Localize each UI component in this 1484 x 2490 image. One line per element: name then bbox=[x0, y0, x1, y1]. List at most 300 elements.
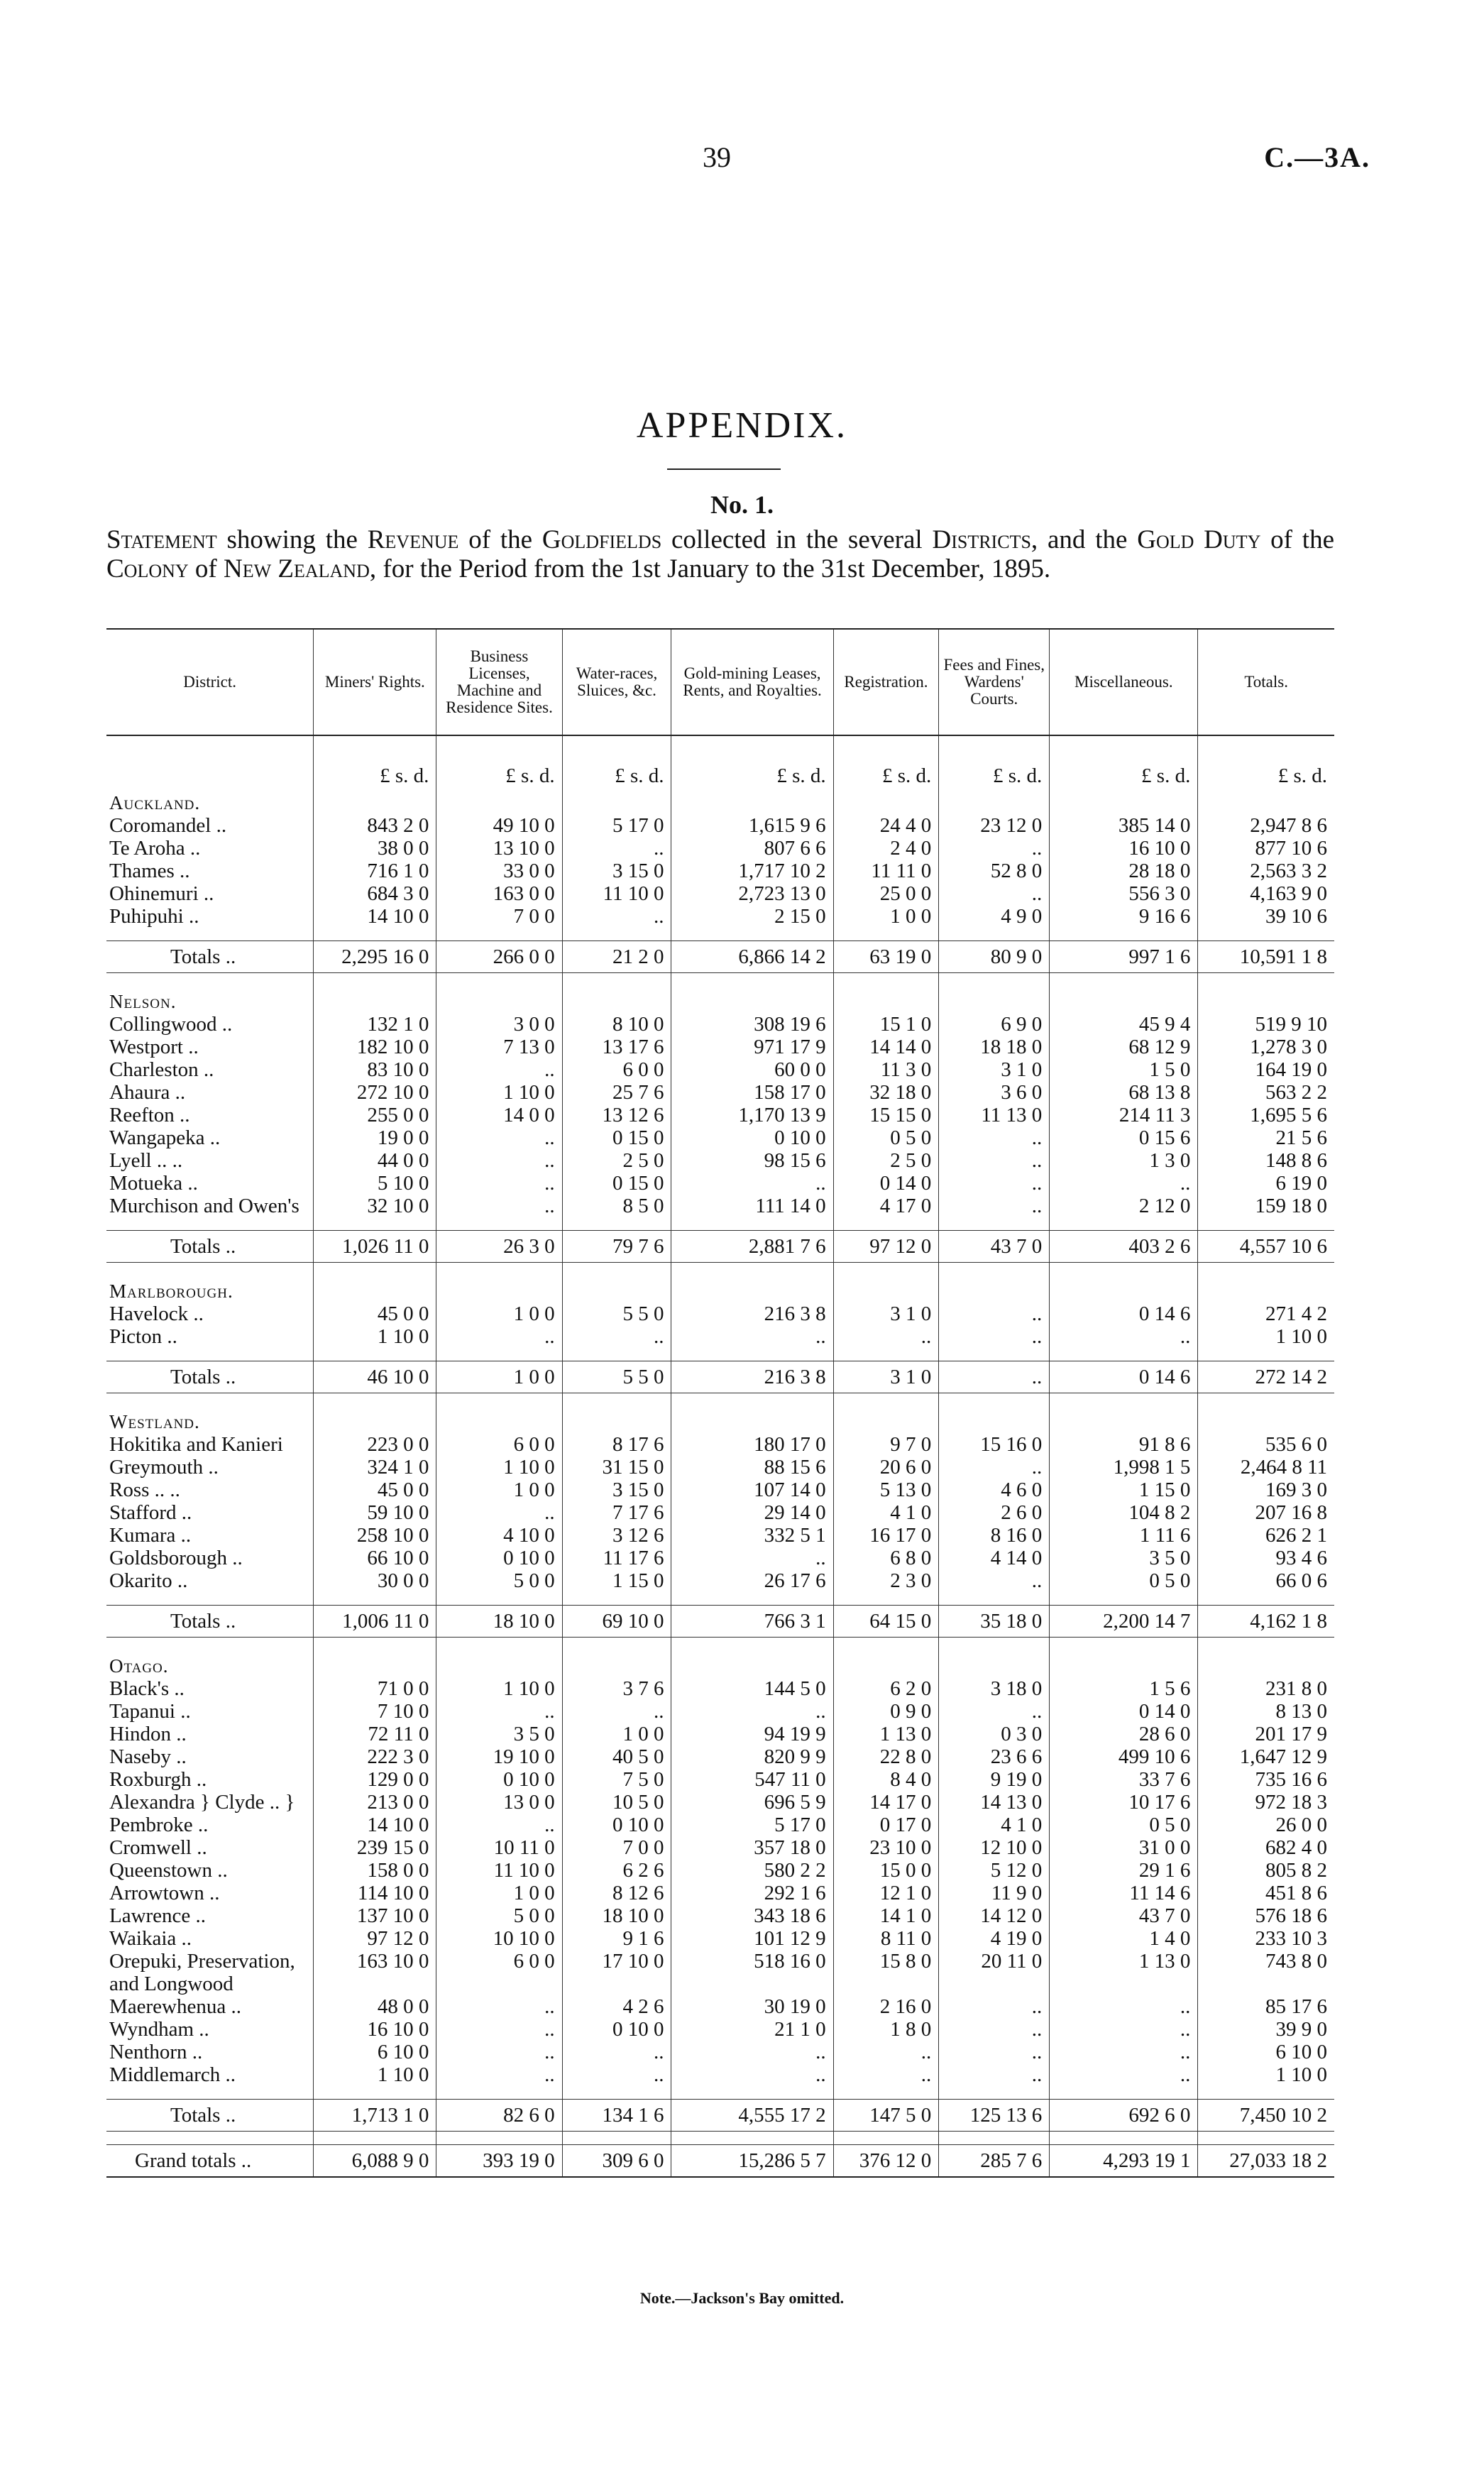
amount-cell: 403 2 6 bbox=[1050, 1231, 1198, 1263]
amount-cell: 18 18 0 bbox=[939, 1036, 1050, 1058]
empty-cell bbox=[1198, 1217, 1334, 1231]
amount-cell: 1,006 11 0 bbox=[314, 1606, 436, 1638]
empty-cell bbox=[1050, 1638, 1198, 1651]
amount-cell: 766 3 1 bbox=[671, 1606, 833, 1638]
amount-cell: 64 15 0 bbox=[833, 1606, 939, 1638]
amount-cell: 11 13 0 bbox=[939, 1104, 1050, 1126]
amount-cell: 31 0 0 bbox=[1050, 1836, 1198, 1859]
amount-cell: 2,200 14 7 bbox=[1050, 1606, 1198, 1638]
amount-cell: 28 18 0 bbox=[1050, 860, 1198, 882]
table-row bbox=[106, 1995, 1334, 2018]
amount-cell: 0 15 6 bbox=[1050, 1126, 1198, 1149]
amount-cell: .. bbox=[833, 2041, 939, 2063]
amount-cell: .. bbox=[562, 2041, 671, 2063]
amount-cell: 805 8 2 bbox=[1198, 1859, 1334, 1882]
table-row bbox=[106, 1859, 1334, 1882]
table-row bbox=[106, 1927, 1334, 1950]
amount-cell: 16 10 0 bbox=[1050, 837, 1198, 860]
amount-cell: 11 11 0 bbox=[833, 860, 939, 882]
empty-cell bbox=[314, 1263, 436, 1276]
amount-cell: 2 4 0 bbox=[833, 837, 939, 860]
amount-cell: 563 2 2 bbox=[1198, 1081, 1334, 1104]
amount-cell: 3 0 0 bbox=[436, 1013, 562, 1036]
amount-cell: 309 6 0 bbox=[562, 2145, 671, 2178]
amount-cell: 29 14 0 bbox=[671, 1501, 833, 1524]
amount-cell: 45 0 0 bbox=[314, 1479, 436, 1501]
amount-cell: 0 5 0 bbox=[1050, 1569, 1198, 1592]
table-row bbox=[106, 837, 1334, 860]
region-totals-row bbox=[106, 1231, 1334, 1263]
empty-cell bbox=[436, 986, 562, 1013]
amount-cell: 8 17 6 bbox=[562, 1433, 671, 1456]
amount-cell: 43 7 0 bbox=[939, 1231, 1050, 1263]
table-row bbox=[106, 1700, 1334, 1723]
amount-cell: 125 13 6 bbox=[939, 2100, 1050, 2132]
amount-cell: 5 10 0 bbox=[314, 1172, 436, 1195]
amount-cell: 68 13 8 bbox=[1050, 1081, 1198, 1104]
empty-cell bbox=[833, 2132, 939, 2145]
amount-cell: 4,557 10 6 bbox=[1198, 1231, 1334, 1263]
amount-cell: 7 0 0 bbox=[562, 1836, 671, 1859]
amount-cell: 8 13 0 bbox=[1198, 1700, 1334, 1723]
amount-cell: 180 17 0 bbox=[671, 1433, 833, 1456]
amount-cell: 997 1 6 bbox=[1050, 941, 1198, 973]
district-cell: Pembroke .. bbox=[109, 1814, 209, 1836]
empty-cell bbox=[671, 1650, 833, 1677]
amount-cell: 535 6 0 bbox=[1198, 1433, 1334, 1456]
amount-cell: .. bbox=[562, 905, 671, 928]
amount-cell: 308 19 6 bbox=[671, 1013, 833, 1036]
district-cell: Charleston .. bbox=[109, 1058, 214, 1081]
revenue-table bbox=[106, 628, 1334, 2178]
amount-cell: .. bbox=[671, 1547, 833, 1569]
amount-cell: 20 11 0 bbox=[939, 1950, 1050, 1995]
amount-cell: 4,555 17 2 bbox=[671, 2100, 833, 2132]
amount-cell: 6 19 0 bbox=[1198, 1172, 1334, 1195]
empty-cell bbox=[1050, 973, 1198, 987]
amount-cell: 11 3 0 bbox=[833, 1058, 939, 1081]
amount-cell: 271 4 2 bbox=[1198, 1302, 1334, 1325]
amount-cell: 45 9 4 bbox=[1050, 1013, 1198, 1036]
district-cell: Ahaura .. bbox=[109, 1081, 186, 1104]
table-row bbox=[106, 1195, 1334, 1217]
amount-cell: .. bbox=[436, 2041, 562, 2063]
amount-cell: 8 11 0 bbox=[833, 1927, 939, 1950]
empty-cell bbox=[833, 986, 939, 1013]
amount-cell: 292 1 6 bbox=[671, 1882, 833, 1904]
empty-cell bbox=[106, 1393, 314, 1407]
region-header-row bbox=[106, 1276, 1334, 1302]
amount-cell: 19 0 0 bbox=[314, 1126, 436, 1149]
amount-cell: 3 18 0 bbox=[939, 1677, 1050, 1700]
spacer-row bbox=[106, 1263, 1334, 1276]
empty-cell bbox=[314, 1592, 436, 1606]
amount-cell: 60 0 0 bbox=[671, 1058, 833, 1081]
empty-cell bbox=[436, 1650, 562, 1677]
empty-cell bbox=[106, 928, 314, 941]
amount-cell: 12 1 0 bbox=[833, 1882, 939, 1904]
empty-cell bbox=[671, 2132, 833, 2145]
empty-cell bbox=[1050, 1217, 1198, 1231]
amount-cell: 16 17 0 bbox=[833, 1524, 939, 1547]
amount-cell: 971 17 9 bbox=[671, 1036, 833, 1058]
amount-cell: 137 10 0 bbox=[314, 1904, 436, 1927]
table-row bbox=[106, 1836, 1334, 1859]
amount-cell: 14 13 0 bbox=[939, 1791, 1050, 1814]
amount-cell: 1 0 0 bbox=[436, 1479, 562, 1501]
amount-cell: 30 19 0 bbox=[671, 1995, 833, 2018]
table-header-row bbox=[106, 629, 1334, 735]
district-cell: Reefton .. bbox=[109, 1104, 190, 1126]
amount-cell: 29 1 6 bbox=[1050, 1859, 1198, 1882]
empty-cell bbox=[436, 1592, 562, 1606]
amount-cell: 72 11 0 bbox=[314, 1723, 436, 1745]
amount-cell: 385 14 0 bbox=[1050, 814, 1198, 837]
amount-cell: 4 19 0 bbox=[939, 1927, 1050, 1950]
empty-cell bbox=[939, 2132, 1050, 2145]
currency-unit-label: £ s. d. bbox=[436, 735, 562, 787]
amount-cell: 6 10 0 bbox=[314, 2041, 436, 2063]
amount-cell: 19 10 0 bbox=[436, 1745, 562, 1768]
amount-cell: 3 1 0 bbox=[833, 1302, 939, 1325]
district-cell: Queenstown .. bbox=[109, 1859, 228, 1882]
empty-cell bbox=[1050, 1650, 1198, 1677]
amount-cell: 1 15 0 bbox=[562, 1569, 671, 1592]
amount-cell: 2,723 13 0 bbox=[671, 882, 833, 905]
district-cell: Hindon .. bbox=[109, 1723, 187, 1745]
amount-cell: 266 0 0 bbox=[436, 941, 562, 973]
page-number: 39 bbox=[703, 141, 731, 173]
region-name-cell bbox=[106, 1406, 314, 1433]
amount-cell: 14 14 0 bbox=[833, 1036, 939, 1058]
amount-cell: 7 17 6 bbox=[562, 1501, 671, 1524]
amount-cell: .. bbox=[939, 2041, 1050, 2063]
empty-cell bbox=[1198, 1592, 1334, 1606]
amount-cell: 8 12 6 bbox=[562, 1882, 671, 1904]
amount-cell: 1,647 12 9 bbox=[1198, 1745, 1334, 1768]
amount-cell: .. bbox=[436, 1149, 562, 1172]
district-cell: Ross .. .. bbox=[109, 1479, 180, 1501]
district-cell: Black's .. bbox=[109, 1677, 185, 1700]
small-caps-term: Gold Duty bbox=[1137, 525, 1261, 554]
empty-cell bbox=[562, 1263, 671, 1276]
amount-cell: .. bbox=[939, 882, 1050, 905]
amount-cell: 499 10 6 bbox=[1050, 1745, 1198, 1768]
amount-cell: 12 10 0 bbox=[939, 1836, 1050, 1859]
amount-cell: .. bbox=[939, 1126, 1050, 1149]
empty-cell bbox=[562, 787, 671, 814]
amount-cell: 28 6 0 bbox=[1050, 1723, 1198, 1745]
amount-cell: 5 17 0 bbox=[562, 814, 671, 837]
district-cell: Wangapeka .. bbox=[109, 1126, 221, 1149]
amount-cell: 5 5 0 bbox=[562, 1361, 671, 1393]
amount-cell: 692 6 0 bbox=[1050, 2100, 1198, 2132]
table-row bbox=[106, 882, 1334, 905]
amount-cell: 255 0 0 bbox=[314, 1104, 436, 1126]
district-cell: Nenthorn .. bbox=[109, 2041, 203, 2063]
amount-cell: 107 14 0 bbox=[671, 1479, 833, 1501]
amount-cell: 258 10 0 bbox=[314, 1524, 436, 1547]
empty-cell bbox=[939, 2086, 1050, 2100]
amount-cell: .. bbox=[1050, 1325, 1198, 1348]
amount-cell: 40 5 0 bbox=[562, 1745, 671, 1768]
district-cell: Wyndham .. bbox=[109, 2018, 209, 2041]
empty-cell bbox=[1050, 1393, 1198, 1407]
region-name: Marlborough. bbox=[109, 1280, 233, 1302]
table-row bbox=[106, 1524, 1334, 1547]
amount-cell: 3 1 0 bbox=[833, 1361, 939, 1393]
amount-cell: 6 0 0 bbox=[436, 1950, 562, 1995]
empty-cell bbox=[436, 2086, 562, 2100]
amount-cell: 148 8 6 bbox=[1198, 1149, 1334, 1172]
spacer-row bbox=[106, 1638, 1334, 1651]
amount-cell: 52 8 0 bbox=[939, 860, 1050, 882]
empty-cell bbox=[939, 1217, 1050, 1231]
amount-cell: 343 18 6 bbox=[671, 1904, 833, 1927]
column-header-registration: Registration. bbox=[833, 629, 939, 735]
amount-cell: 43 7 0 bbox=[1050, 1904, 1198, 1927]
amount-cell: .. bbox=[1050, 2063, 1198, 2086]
empty-cell bbox=[939, 1592, 1050, 1606]
district-cell: Murchison and Owen's bbox=[109, 1195, 299, 1217]
amount-cell: 213 0 0 bbox=[314, 1791, 436, 1814]
district-cell: Roxburgh .. bbox=[109, 1768, 207, 1791]
amount-cell: 4 2 6 bbox=[562, 1995, 671, 2018]
empty-cell bbox=[833, 1217, 939, 1231]
amount-cell: 233 10 3 bbox=[1198, 1927, 1334, 1950]
amount-cell: 1,026 11 0 bbox=[314, 1231, 436, 1263]
empty-cell bbox=[436, 928, 562, 941]
amount-cell: 8 4 0 bbox=[833, 1768, 939, 1791]
amount-cell: 2 3 0 bbox=[833, 1569, 939, 1592]
amount-cell: 1,695 5 6 bbox=[1198, 1104, 1334, 1126]
empty-cell bbox=[436, 1263, 562, 1276]
spacer-row bbox=[106, 1217, 1334, 1231]
column-header-miscellaneous: Miscellaneous. bbox=[1050, 629, 1198, 735]
amount-cell: 2 16 0 bbox=[833, 1995, 939, 2018]
amount-cell: 20 6 0 bbox=[833, 1456, 939, 1479]
region-totals-row bbox=[106, 1361, 1334, 1393]
amount-cell: 13 12 6 bbox=[562, 1104, 671, 1126]
empty-cell bbox=[106, 2132, 314, 2145]
amount-cell: 0 14 6 bbox=[1050, 1302, 1198, 1325]
amount-cell: 7 5 0 bbox=[562, 1768, 671, 1791]
grand-totals-row bbox=[106, 2145, 1334, 2178]
amount-cell: .. bbox=[562, 1325, 671, 1348]
empty-cell bbox=[671, 1393, 833, 1407]
amount-cell: 716 1 0 bbox=[314, 860, 436, 882]
amount-cell: 0 10 0 bbox=[436, 1547, 562, 1569]
amount-cell: .. bbox=[1050, 2041, 1198, 2063]
empty-cell bbox=[562, 2086, 671, 2100]
region-name-cell bbox=[106, 787, 314, 814]
table-row bbox=[106, 1172, 1334, 1195]
amount-cell: 1,713 1 0 bbox=[314, 2100, 436, 2132]
amount-cell: 32 18 0 bbox=[833, 1081, 939, 1104]
region-name: Auckland. bbox=[109, 792, 201, 813]
amount-cell: 59 10 0 bbox=[314, 1501, 436, 1524]
empty-cell bbox=[562, 1650, 671, 1677]
empty-cell bbox=[833, 1592, 939, 1606]
empty-cell bbox=[833, 1393, 939, 1407]
empty-cell bbox=[671, 1592, 833, 1606]
district-cell: Motueka .. bbox=[109, 1172, 198, 1195]
table-row bbox=[106, 1081, 1334, 1104]
district-cell: Waikaia .. bbox=[109, 1927, 192, 1950]
amount-cell: 1 13 0 bbox=[1050, 1950, 1198, 1995]
statement-number: No. 1. bbox=[710, 490, 774, 519]
empty-cell bbox=[314, 1348, 436, 1361]
amount-cell: 547 11 0 bbox=[671, 1768, 833, 1791]
column-header-gold-mining-leases: Gold-mining Leases, Rents, and Royalties. bbox=[671, 629, 833, 735]
empty-cell bbox=[314, 2086, 436, 2100]
district-cell: Okarito .. bbox=[109, 1569, 188, 1592]
empty-cell bbox=[671, 928, 833, 941]
empty-cell bbox=[1198, 787, 1334, 814]
region-name-cell bbox=[106, 1276, 314, 1302]
amount-cell: 5 0 0 bbox=[436, 1569, 562, 1592]
amount-cell: 9 7 0 bbox=[833, 1433, 939, 1456]
spacer-row bbox=[106, 1393, 1334, 1407]
amount-cell: 4 1 0 bbox=[939, 1814, 1050, 1836]
amount-cell: 3 5 0 bbox=[1050, 1547, 1198, 1569]
amount-cell: 332 5 1 bbox=[671, 1524, 833, 1547]
district-cell: Coromandel .. bbox=[109, 814, 227, 837]
spacer-row bbox=[106, 2086, 1334, 2100]
empty-cell bbox=[562, 2132, 671, 2145]
empty-cell bbox=[1198, 1276, 1334, 1302]
amount-cell: 207 16 8 bbox=[1198, 1501, 1334, 1524]
district-cell: Middlemarch .. bbox=[109, 2063, 236, 2086]
amount-cell: 735 16 6 bbox=[1198, 1768, 1334, 1791]
amount-cell: 0 15 0 bbox=[562, 1126, 671, 1149]
units-spacer bbox=[106, 735, 314, 787]
amount-cell: 93 4 6 bbox=[1198, 1547, 1334, 1569]
amount-cell: 5 0 0 bbox=[436, 1904, 562, 1927]
amount-cell: 1 5 6 bbox=[1050, 1677, 1198, 1700]
amount-cell: .. bbox=[833, 1325, 939, 1348]
amount-cell: 1 8 0 bbox=[833, 2018, 939, 2041]
empty-cell bbox=[436, 2132, 562, 2145]
table-row bbox=[106, 1791, 1334, 1814]
empty-cell bbox=[562, 1406, 671, 1433]
amount-cell: .. bbox=[939, 1569, 1050, 1592]
amount-cell: 26 3 0 bbox=[436, 1231, 562, 1263]
amount-cell: 3 6 0 bbox=[939, 1081, 1050, 1104]
district-cell: Lyell .. .. bbox=[109, 1149, 183, 1172]
amount-cell: 163 0 0 bbox=[436, 882, 562, 905]
amount-cell: 4,163 9 0 bbox=[1198, 882, 1334, 905]
amount-cell: 4,293 19 1 bbox=[1050, 2145, 1198, 2178]
empty-cell bbox=[1198, 1263, 1334, 1276]
spacer-row bbox=[106, 1592, 1334, 1606]
amount-cell: 6,088 9 0 bbox=[314, 2145, 436, 2178]
amount-cell: 1,615 9 6 bbox=[671, 814, 833, 837]
amount-cell: .. bbox=[939, 1325, 1050, 1348]
district-cell: Havelock .. bbox=[109, 1302, 204, 1325]
region-name-cell bbox=[106, 1650, 314, 1677]
amount-cell: 69 10 0 bbox=[562, 1606, 671, 1638]
empty-cell bbox=[1198, 2086, 1334, 2100]
amount-cell: 13 0 0 bbox=[436, 1791, 562, 1814]
amount-cell: 163 10 0 bbox=[314, 1950, 436, 1995]
district-cell: Greymouth .. bbox=[109, 1456, 219, 1479]
table-row bbox=[106, 905, 1334, 928]
empty-cell bbox=[833, 1638, 939, 1651]
amount-cell: .. bbox=[436, 1172, 562, 1195]
empty-cell bbox=[939, 973, 1050, 987]
amount-cell: 94 19 9 bbox=[671, 1723, 833, 1745]
empty-cell bbox=[671, 973, 833, 987]
amount-cell: 2,464 8 11 bbox=[1198, 1456, 1334, 1479]
empty-cell bbox=[436, 1217, 562, 1231]
empty-cell bbox=[106, 1217, 314, 1231]
amount-cell: .. bbox=[562, 837, 671, 860]
amount-cell: 7,450 10 2 bbox=[1198, 2100, 1334, 2132]
amount-cell: 6 0 0 bbox=[562, 1058, 671, 1081]
empty-cell bbox=[436, 787, 562, 814]
district-cell: Tapanui .. bbox=[109, 1700, 191, 1723]
table-row bbox=[106, 1126, 1334, 1149]
amount-cell: 1 3 0 bbox=[1050, 1149, 1198, 1172]
amount-cell: 97 12 0 bbox=[314, 1927, 436, 1950]
district-cell: Totals .. bbox=[106, 2100, 314, 2132]
amount-cell: 66 10 0 bbox=[314, 1547, 436, 1569]
empty-cell bbox=[562, 1348, 671, 1361]
amount-cell: .. bbox=[436, 1501, 562, 1524]
revenue-table-container bbox=[106, 628, 1334, 2178]
empty-cell bbox=[562, 973, 671, 987]
currency-unit-label: £ s. d. bbox=[1198, 735, 1334, 787]
amount-cell: 25 7 6 bbox=[562, 1081, 671, 1104]
empty-cell bbox=[436, 973, 562, 987]
amount-cell: 0 14 0 bbox=[1050, 1700, 1198, 1723]
district-cell: Cromwell .. bbox=[109, 1836, 207, 1859]
amount-cell: 556 3 0 bbox=[1050, 882, 1198, 905]
amount-cell: 0 10 0 bbox=[671, 1126, 833, 1149]
amount-cell: 0 3 0 bbox=[939, 1723, 1050, 1745]
table-row bbox=[106, 814, 1334, 837]
amount-cell: 0 14 6 bbox=[1050, 1361, 1198, 1393]
appendix-title: APPENDIX. bbox=[636, 405, 848, 446]
amount-cell: 6 2 0 bbox=[833, 1677, 939, 1700]
region-header-row bbox=[106, 1406, 1334, 1433]
empty-cell bbox=[671, 2086, 833, 2100]
amount-cell: 44 0 0 bbox=[314, 1149, 436, 1172]
amount-cell: 972 18 3 bbox=[1198, 1791, 1334, 1814]
table-row bbox=[106, 860, 1334, 882]
amount-cell: .. bbox=[671, 2041, 833, 2063]
amount-cell: .. bbox=[436, 1814, 562, 1836]
empty-cell bbox=[671, 1406, 833, 1433]
table-row bbox=[106, 2041, 1334, 2063]
amount-cell: 3 15 0 bbox=[562, 860, 671, 882]
amount-cell: 48 0 0 bbox=[314, 1995, 436, 2018]
amount-cell: 14 1 0 bbox=[833, 1904, 939, 1927]
empty-cell bbox=[833, 787, 939, 814]
currency-unit-label: £ s. d. bbox=[1050, 735, 1198, 787]
small-caps-term: Districts bbox=[932, 525, 1031, 554]
table-row bbox=[106, 2063, 1334, 2086]
empty-cell bbox=[939, 1638, 1050, 1651]
district-cell: Lawrence .. bbox=[109, 1904, 207, 1927]
amount-cell: 66 0 6 bbox=[1198, 1569, 1334, 1592]
amount-cell: .. bbox=[671, 1172, 833, 1195]
amount-cell: .. bbox=[436, 1325, 562, 1348]
empty-cell bbox=[562, 928, 671, 941]
amount-cell: .. bbox=[939, 1456, 1050, 1479]
amount-cell: .. bbox=[833, 2063, 939, 2086]
